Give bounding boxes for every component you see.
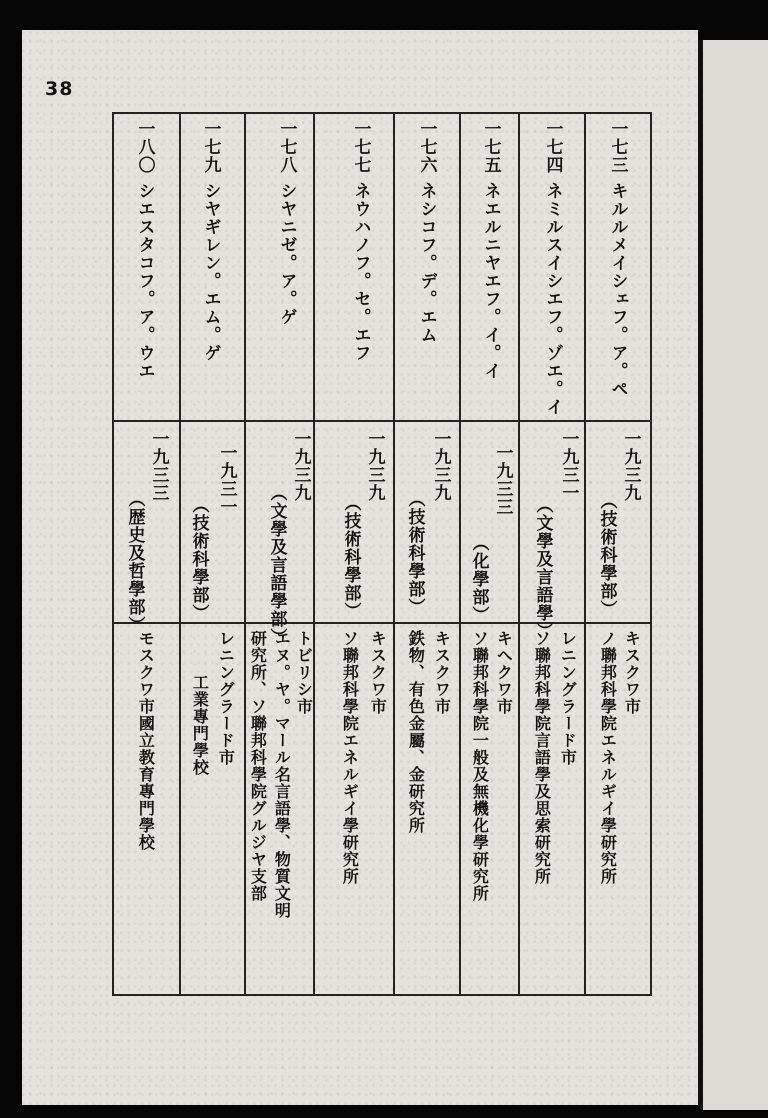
column-divider xyxy=(313,114,315,994)
entry-id: 一七七 xyxy=(350,120,371,174)
entry-affiliation: 研究所、ソ聯邦科學院グルジヤ支部 xyxy=(248,630,268,902)
column-divider xyxy=(518,114,520,994)
entry-name: シヤニゼ。ア。ゲ xyxy=(276,182,297,326)
entry-field: （歴史及哲學部） xyxy=(124,490,145,634)
entry-id: 一八〇 xyxy=(134,120,155,174)
entry-affiliation: エヌ。ヤ。マール名言語學、物質文明 xyxy=(272,630,292,919)
column-divider xyxy=(584,114,586,994)
column-divider xyxy=(112,114,114,994)
entry-affiliation: キへクワ市 xyxy=(494,630,514,715)
entry-affiliation: 鉄物、有色金屬、金研究所 xyxy=(406,630,426,834)
entry-year: 一九三九 xyxy=(290,430,311,502)
entry-name: ネシコフ。デ。エム xyxy=(416,182,437,344)
entry-field: （技術科學部） xyxy=(188,496,209,622)
entry-affiliation: トビリシ市 xyxy=(294,630,314,715)
entry-year: 一九三九 xyxy=(430,430,451,502)
entry-name: シエスタコフ。ア。ウエ xyxy=(134,182,155,380)
entry-field: （化學部） xyxy=(468,534,489,624)
entry-id: 一七九 xyxy=(200,120,221,174)
entry-field: （文學及言語學部） xyxy=(266,484,287,646)
entry-affiliation: レニングラード市 xyxy=(558,630,578,766)
column-divider xyxy=(459,114,461,994)
column-divider xyxy=(179,114,181,994)
entry-affiliation: キスクワ市 xyxy=(432,630,452,715)
entry-affiliation: モスクワ市國立教育專門學校 xyxy=(136,630,156,851)
entry-id: 一七八 xyxy=(276,120,297,174)
entry-id: 一七四 xyxy=(542,120,563,174)
entry-year: 一九三三 xyxy=(148,430,169,502)
entry-id: 一七三 xyxy=(607,120,628,174)
entry-affiliation: ノ聯邦科學院エネルギイ學研究所 xyxy=(598,630,618,885)
entry-affiliation: ソ聯邦科學院言語學及思索研究所 xyxy=(532,630,552,885)
entry-year: 一九三九 xyxy=(620,430,641,502)
page-number: 38 xyxy=(45,78,74,100)
entry-affiliation: レニングラード市 xyxy=(216,630,236,766)
entry-name: キルルメイシェフ。ア。ペ xyxy=(607,182,628,398)
entry-id: 一七五 xyxy=(480,120,501,174)
entry-name: ネエルニヤエフ。イ。イ xyxy=(480,182,501,380)
entry-name: ネミルスイシエフ。ゾエ。イ xyxy=(542,182,563,416)
entry-field: （技術科學部） xyxy=(596,492,617,618)
entry-name: ネウハノフ。セ。エフ xyxy=(350,182,371,362)
entry-field: （技術科學部） xyxy=(340,494,361,620)
entry-year: 一九三九 xyxy=(364,430,385,502)
entry-affiliation: キスクワ市 xyxy=(368,630,388,715)
register-table xyxy=(112,112,652,996)
entry-name: シヤギレン。エム。ゲ xyxy=(200,182,221,362)
entry-field: （文學及言語學） xyxy=(532,496,553,640)
column-divider xyxy=(650,114,652,994)
column-divider xyxy=(244,114,246,994)
column-divider xyxy=(393,114,395,994)
entry-affiliation: キスクワ市 xyxy=(622,630,642,715)
entry-year: 一九三三 xyxy=(492,444,513,516)
row-divider xyxy=(112,420,652,422)
entry-affiliation: ソ聯邦科學院一般及無機化學研究所 xyxy=(470,630,490,902)
entry-affiliation: ソ聯邦科學院エネルギイ學研究所 xyxy=(340,630,360,885)
entry-field: （技術科學部） xyxy=(404,490,425,616)
next-page-edge xyxy=(698,40,768,1110)
entry-year: 一九三一 xyxy=(558,430,579,502)
entry-id: 一七六 xyxy=(416,120,437,174)
entry-year: 一九三一 xyxy=(216,444,237,516)
row-divider xyxy=(112,622,652,624)
entry-affiliation: 工業專門學校 xyxy=(190,674,210,776)
